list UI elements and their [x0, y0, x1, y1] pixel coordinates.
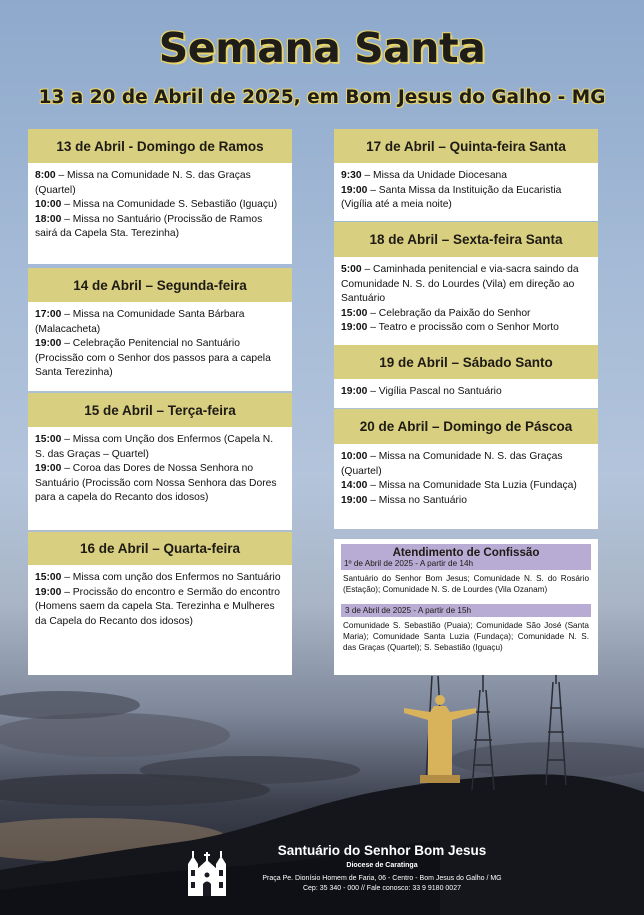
schedule-time: 19:00 — [35, 338, 62, 350]
schedule-time: 5:00 — [341, 264, 362, 275]
day-heading: 16 de Abril – Quarta-feira — [28, 532, 292, 565]
page-title: Semana Santa — [158, 24, 486, 72]
day-card-19 — [334, 345, 598, 408]
schedule-text: – Missa com unção dos Enfermos no Santuário — [61, 572, 281, 583]
day-heading: 20 de Abril – Domingo de Páscoa — [334, 409, 598, 444]
schedule-time: 9:30 — [341, 170, 362, 181]
confession-box — [334, 539, 598, 675]
day-schedule — [334, 163, 598, 221]
day-schedule — [28, 302, 292, 391]
day-card-18 — [334, 222, 598, 345]
day-schedule — [28, 427, 292, 530]
day-schedule — [334, 379, 598, 408]
schedule-text: – Celebração da Paixão do Senhor — [367, 307, 531, 319]
schedule-entry — [341, 479, 590, 494]
schedule-text: – Missa no Santuário (Procissão de Ramos sairá da Capela Sta. Terezinha) — [35, 213, 263, 240]
schedule-entry — [35, 433, 284, 462]
day-schedule — [334, 257, 598, 345]
day-card-14 — [28, 268, 292, 391]
schedule-time: 15:00 — [35, 434, 62, 445]
schedule-text: – Missa na Comunidade N. S. das Graças (Quartel) — [341, 451, 563, 477]
day-card-13 — [28, 129, 292, 264]
schedule-time: 18:00 — [35, 213, 62, 225]
schedule-entry — [35, 213, 284, 242]
schedule-text: – Coroa das Dores de Nossa Senhora no Santuário (Procissão com Nossa Senhora das Dores para a capela do Recanto dos idosos) — [35, 463, 277, 504]
schedule-entry — [35, 462, 284, 506]
confession-date-1: 1º de Abril de 2025 - A partir de 14h — [344, 559, 474, 568]
day-heading: 15 de Abril – Terça-feira — [28, 393, 292, 427]
day-card-17 — [334, 129, 598, 221]
schedule-text: – Missa no Santuário — [367, 494, 467, 506]
schedule-text: – Procissão do encontro e Sermão do encontro (Homens saem da capela Sta. Terezinha e Mulheres da Capela do Recanto dos idosos) — [35, 586, 280, 627]
schedule-text: – Teatro e procissão com o Senhor Morto — [367, 322, 559, 334]
schedule-text: – Missa na Comunidade S. Sebastião (Iguaçu) — [61, 199, 278, 211]
day-card-15 — [28, 393, 292, 530]
schedule-entry — [341, 450, 590, 479]
schedule-entry — [341, 385, 590, 400]
day-heading: 13 de Abril - Domingo de Ramos — [28, 129, 292, 163]
schedule-entry — [35, 586, 284, 630]
schedule-time: 15:00 — [341, 307, 368, 319]
schedule-time: 19:00 — [341, 322, 368, 334]
day-heading: 14 de Abril – Segunda-feira — [28, 268, 292, 302]
schedule-time: 8:00 — [35, 170, 56, 181]
footer-address: Praça Pe. Dionísio Homem de Faria, 06 - Centro - Bom Jesus do Galho / MG — [262, 875, 502, 882]
day-schedule — [28, 565, 292, 675]
confession-date-2: 3 de Abril de 2025 - A partir de 15h — [341, 604, 591, 617]
schedule-text: – Missa da Unidade Diocesana — [361, 170, 507, 181]
schedule-entry — [35, 337, 284, 381]
schedule-text: – Caminhada penitencial e via-sacra saindo da Comunidade N. S. do Lourdes (Vila) em direção ao Santuário — [341, 264, 579, 305]
schedule-text: – Celebração Penitencial no Santuário (Procissão com o Senhor dos passos para a capela Santa Terezinha) — [35, 338, 271, 379]
schedule-entry — [341, 184, 590, 213]
schedule-entry — [35, 169, 284, 198]
footer-sanctuary-name: Santuário do Senhor Bom Jesus — [277, 843, 487, 858]
schedule-entry — [35, 571, 284, 586]
footer-address-block — [220, 874, 544, 894]
day-schedule — [334, 444, 598, 529]
day-heading: 17 de Abril – Quinta-feira Santa — [334, 129, 598, 163]
schedule-time: 19:00 — [341, 184, 368, 196]
schedule-text: – Santa Missa da Instituição da Eucaristia (Vigília até a meia noite) — [341, 184, 562, 211]
schedule-text: – Missa na Comunidade N. S. das Graças (Quartel) — [35, 170, 251, 196]
schedule-time: 17:00 — [35, 309, 62, 320]
schedule-time: 14:00 — [341, 480, 368, 492]
confession-title: Atendimento de Confissão — [392, 546, 540, 559]
schedule-text: – Vigília Pascal no Santuário — [367, 386, 502, 397]
day-schedule — [28, 163, 292, 264]
day-heading: 19 de Abril – Sábado Santo — [334, 345, 598, 379]
schedule-time: 19:00 — [341, 494, 368, 506]
schedule-text: – Missa na Comunidade Sta Luzia (Fundaça) — [367, 480, 577, 492]
day-card-20 — [334, 409, 598, 529]
schedule-entry — [341, 263, 590, 307]
schedule-time: 10:00 — [341, 451, 368, 462]
schedule-entry — [35, 198, 284, 213]
schedule-time: 10:00 — [35, 199, 62, 211]
schedule-time: 19:00 — [341, 386, 368, 397]
schedule-text: – Missa com Unção dos Enfermos (Capela N. S. das Graças – Quartel) — [35, 434, 274, 460]
schedule-entry — [341, 321, 590, 336]
confession-places-1: Santuário do Senhor Bom Jesus; Comunidade N. S. do Rosário (Estação); Comunidade N. S. de Lourdes (Vila Ozanam) — [343, 574, 589, 594]
schedule-time: 19:00 — [35, 586, 62, 598]
schedule-entry — [35, 308, 284, 337]
schedule-entry — [341, 169, 590, 184]
day-card-16 — [28, 532, 292, 675]
schedule-entry — [341, 494, 590, 509]
footer-diocese: Diocese de Caratinga — [346, 862, 418, 869]
schedule-time: 15:00 — [35, 572, 62, 583]
confession-places-2: Comunidade S. Sebastião (Puaia); Comunidade São José (Santa Maria); Comunidade Santa Luzia (Fundaça); Comunidade N. S. das Graças (Quartel); S. Sebastião (Iguaçu) — [343, 621, 589, 652]
day-heading: 18 de Abril – Sexta-feira Santa — [334, 222, 598, 257]
confession-header — [341, 544, 591, 570]
footer-contact: Cep: 35 340 - 000 // Fale conosco: 33 9 9180 0027 — [302, 885, 461, 892]
schedule-entry — [341, 307, 590, 322]
page-subtitle: 13 a 20 de Abril de 2025, em Bom Jesus do Galho - MG — [38, 87, 606, 108]
schedule-time: 19:00 — [35, 463, 62, 475]
schedule-text: – Missa na Comunidade Santa Bárbara (Malacacheta) — [35, 309, 245, 335]
